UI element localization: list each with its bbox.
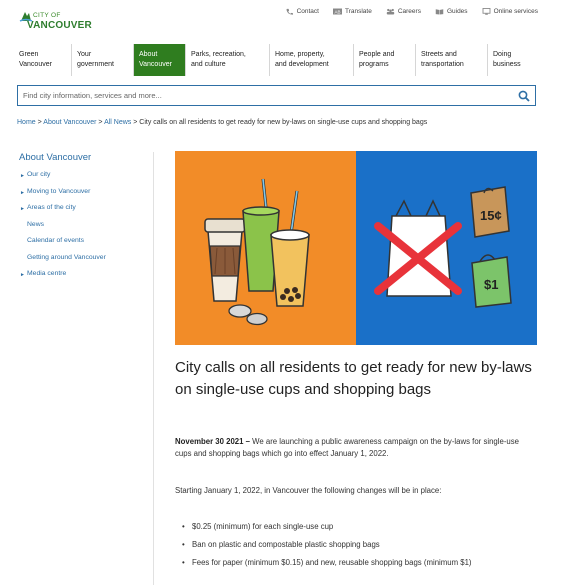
breadcrumb-about-vancouver[interactable]: About Vancouver: [43, 119, 97, 126]
nav-label-line2: business: [493, 61, 521, 68]
logo-text-vancouver: VANCOUVER: [27, 20, 92, 31]
nav-label-line2: and culture: [191, 61, 226, 68]
reusable-bag-price: $1: [484, 277, 499, 292]
sidebar-item-label: Media centre: [27, 270, 67, 277]
paper-bag-icon: [471, 187, 509, 237]
sidebar-item-label: Calendar of events: [27, 237, 85, 244]
article-lead: [175, 436, 537, 460]
nav-label-line1: Streets and: [421, 51, 457, 58]
section-sidebar: [17, 152, 154, 585]
nav-doing-business[interactable]: [488, 44, 538, 76]
chevron-right-icon: ►: [20, 173, 25, 179]
nav-label-line2: programs: [359, 61, 389, 68]
nav-label-line1: Green: [19, 51, 39, 58]
breadcrumb: [17, 118, 537, 128]
chevron-right-icon: ►: [20, 206, 25, 212]
breadcrumb-separator: >: [96, 119, 105, 126]
sidebar-item-news[interactable]: [17, 221, 127, 230]
list-item: • Ban on plastic and compostable plastic shopping bags: [182, 539, 537, 551]
sidebar-item-label: Getting around Vancouver: [27, 253, 106, 261]
article-paragraph: Starting January 1, 2022, in Vancouver the following changes will be in place:: [175, 486, 442, 495]
nav-label-line1: Home, property,: [275, 51, 325, 58]
translate-icon: [333, 8, 342, 15]
utility-translate-label: Translate: [344, 8, 372, 15]
hero-illustration: [175, 151, 537, 345]
breadcrumb-separator: >: [35, 119, 44, 126]
breadcrumb-all-news[interactable]: All News: [104, 119, 132, 126]
sidebar-title[interactable]: About Vancouver: [19, 152, 92, 163]
nav-label-line2: government: [77, 61, 114, 68]
sidebar-item-moving-to-vancouver[interactable]: [17, 188, 127, 197]
nav-label-line2: Vancouver: [19, 61, 52, 68]
sidebar-item-label: Our city: [27, 171, 51, 178]
svg-text:AB: AB: [334, 9, 341, 15]
nav-label-line1: Parks, recreation,: [191, 51, 246, 58]
sidebar-item-areas-of-the-city[interactable]: [17, 204, 127, 213]
nav-people-programs[interactable]: [354, 44, 416, 76]
nav-about-vancouver[interactable]: [134, 44, 186, 76]
site-search: [17, 85, 536, 106]
nav-home-property-development[interactable]: [270, 44, 354, 76]
paper-bag-price: 15¢: [480, 208, 502, 223]
chevron-right-icon: ►: [20, 189, 25, 196]
nav-label-line1: Your: [77, 51, 92, 58]
search-icon[interactable]: [518, 90, 530, 102]
list-item: • $0.25 (minimum) for each single-use cup: [182, 521, 537, 533]
book-icon: [435, 8, 444, 15]
nav-label-line1: People and: [359, 51, 395, 58]
nav-streets-transportation[interactable]: [416, 44, 488, 76]
reusable-bag-icon: [472, 255, 511, 307]
chevron-right-icon: ►: [20, 272, 25, 278]
utility-careers[interactable]: [386, 8, 421, 15]
sidebar-item-our-city[interactable]: [17, 171, 127, 180]
utility-guides-label: Guides: [446, 8, 468, 15]
sidebar-item-getting-around[interactable]: [17, 254, 127, 263]
nav-label-line2: Vancouver: [139, 61, 172, 68]
utility-contact-label: Contact: [296, 8, 319, 15]
utility-translate[interactable]: [333, 8, 372, 15]
sidebar-item-label: Areas of the city: [27, 204, 76, 211]
nav-label-line1: Doing: [493, 51, 512, 58]
search-input[interactable]: [18, 86, 498, 105]
nav-green-vancouver[interactable]: [14, 44, 72, 76]
nav-parks-recreation-culture[interactable]: [186, 44, 270, 76]
breadcrumb-current: City calls on all residents to get ready for new by-laws on single-use cups and shopping bags: [139, 119, 428, 126]
article-bullet-list: [182, 521, 537, 575]
nav-label-line2: transportation: [421, 61, 464, 68]
logo-text-city-of: CITY OF: [33, 12, 61, 19]
sidebar-item-calendar-of-events[interactable]: [17, 237, 127, 246]
nav-label-line1: About: [139, 51, 158, 58]
sidebar-item-label: Moving to Vancouver: [27, 187, 91, 195]
city-logo[interactable]: [19, 7, 109, 37]
list-item: • Fees for paper (minimum $0.15) and new, reusable shopping bags (minimum $1): [182, 557, 537, 569]
article-date: November 30 2021 –: [175, 437, 250, 446]
utility-contact[interactable]: [285, 8, 319, 15]
main-nav: [14, 44, 538, 76]
monitor-icon: [482, 8, 491, 15]
utility-careers-label: Careers: [397, 8, 421, 15]
utility-online-services[interactable]: [482, 8, 538, 15]
article-lead-text: We are launching a public awareness campaign on the by-laws for single-use cups and shopping bags which go into effect January 1, 2022.: [175, 437, 519, 458]
utility-links: [285, 8, 538, 15]
nav-your-government[interactable]: [72, 44, 134, 76]
breadcrumb-separator: >: [131, 119, 140, 126]
sidebar-item-media-centre[interactable]: [17, 270, 127, 279]
sidebar-item-label: News: [27, 220, 44, 228]
people-icon: [386, 8, 395, 15]
breadcrumb-home[interactable]: Home: [17, 119, 36, 126]
utility-online-services-label: Online services: [493, 8, 538, 15]
phone-icon: [285, 8, 294, 15]
utility-guides[interactable]: [435, 8, 468, 15]
nav-label-line2: and development: [275, 61, 329, 68]
article-title: City calls on all residents to get ready for new by-laws on single-use cups and shopping bags: [175, 359, 532, 398]
